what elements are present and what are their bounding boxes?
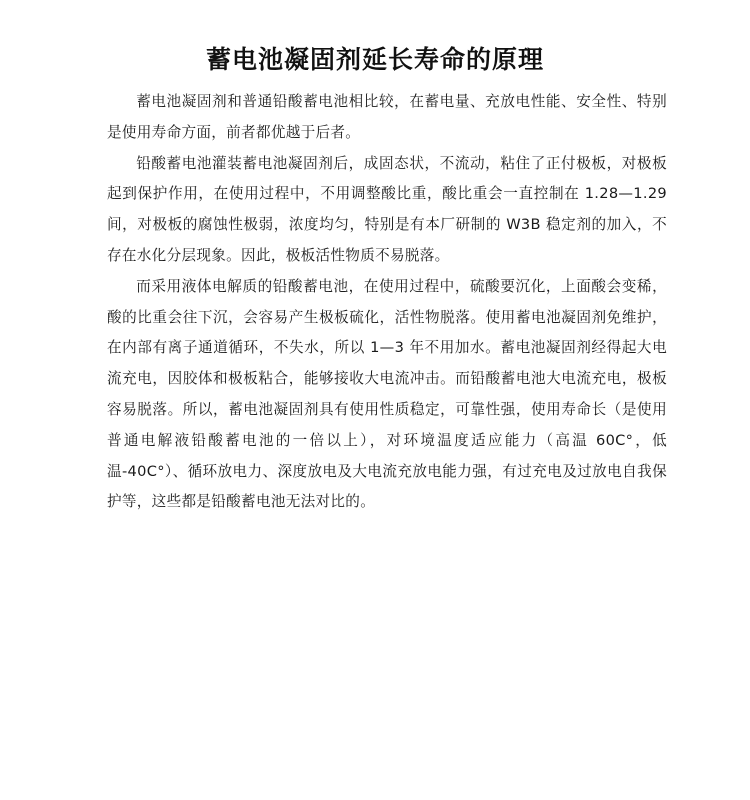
paragraph-3: 而采用液体电解质的铅酸蓄电池，在使用过程中，硫酸要沉化，上面酸会变稀，酸的比重会往下沉，会容易产生极板硫化，活性物脱落。使用蓄电池凝固剂免维护，在内部有离子通道循环，不失水，所以 1—3 年不用加水。蓄电池凝固剂经得起大电流充电，因胶体和极板粘合，能够接收大电流冲击。而铅酸蓄电池大电流充电，极板容易脱落。所以，蓄电池凝固剂具有使用性质稳定，可靠性强，使用寿命长（是使用普通电解液铅酸蓄电池的一倍以上），对环境温度适应能力（高温 60C°，低温-40C°）、循环放电力、深度放电及大电流充放电能力强，有过充电及过放电自我保护等，这些都是铅酸蓄电池无法对比的。 <box>107 277 667 511</box>
document-title: 蓄电池凝固剂延长寿命的原理 <box>205 45 544 74</box>
document-body <box>107 87 667 518</box>
paragraph-2: 铅酸蓄电池灌装蓄电池凝固剂后，成固态状，不流动，粘住了正付极板，对极板起到保护作用，在使用过程中，不用调整酸比重，酸比重会一直控制在 1.28—1.29 间，对极板的腐蚀性极弱，浓度均匀，特别是有本厂研制的 W3B 稳定剂的加入，不存在水化分层现象。因此，极板活性物质不易脱落。 <box>107 154 667 264</box>
paragraph-1: 蓄电池凝固剂和普通铅酸蓄电池相比较，在蓄电量、充放电性能、安全性、特别是使用寿命方面，前者都优越于后者。 <box>107 93 667 141</box>
